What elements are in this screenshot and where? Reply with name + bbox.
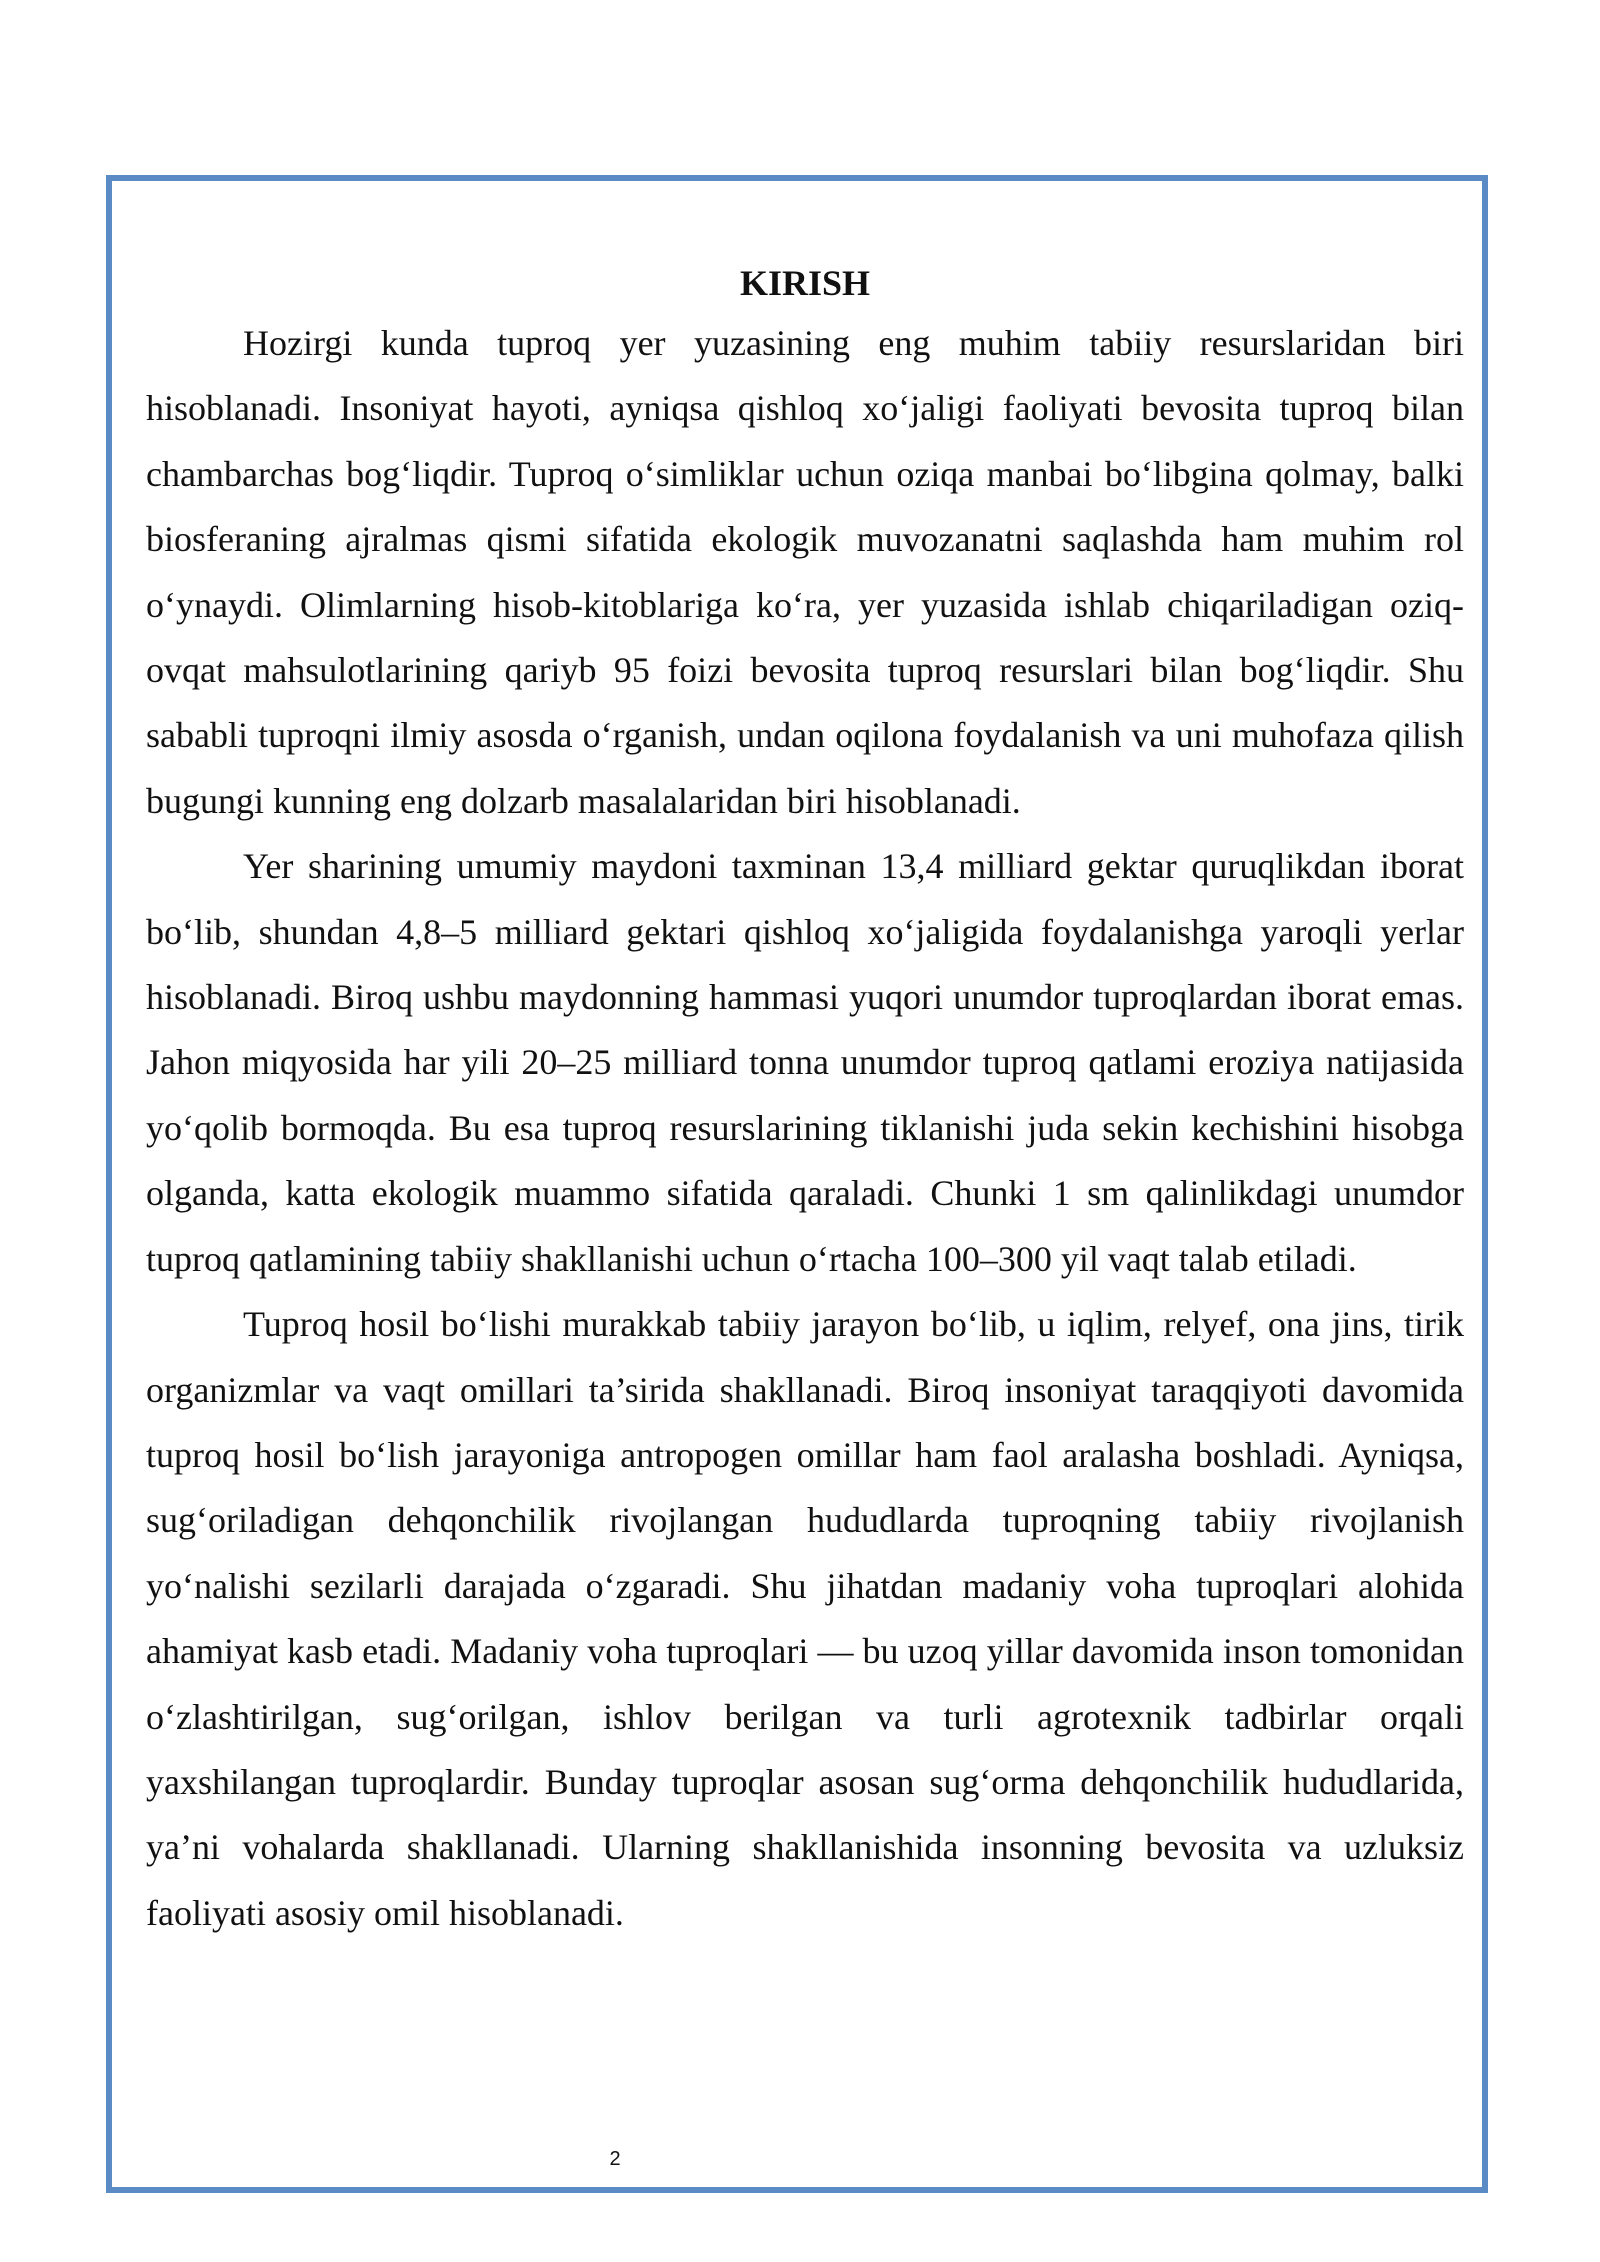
page-number: 2	[609, 2148, 621, 2170]
paragraph-1: Hozirgi kunda tuproq yer yuzasining eng muhim tabiiy resurslaridan biri hisoblanadi. Insoniyat hayoti, ayniqsa qishloq xo‘jaligi faoliyati bevosita tuproq bilan chambarchas bog‘liqdir. Tuproq o‘simliklar uchun oziqa manbai bo‘libgina qolmay, balki biosferaning ajralmas qismi sifatida ekologik muvozanatni saqlashda ham muhim rol o‘ynaydi. Olimlarning hisob-kitoblariga ko‘ra, yer yuzasida ishlab chiqariladigan oziq-ovqat mahsulotlarining qariyb 95 foizi bevosita tuproq resurslari bilan bog‘liqdir. Shu sababli tuproqni ilmiy asosda o‘rganish, undan oqilona foydalanish va uni muhofaza qilish bugungi kunning eng dolzarb masalalaridan biri hisoblanadi.	[146, 323, 1464, 821]
paragraph-3: Tuproq hosil bo‘lishi murakkab tabiiy jarayon bo‘lib, u iqlim, relyef, ona jins, tirik organizmlar va vaqt omillari ta’sirida shakllanadi. Biroq insoniyat taraqqiyoti davomida tuproq hosil bo‘lish jarayoniga antropogen omillar ham faol aralasha boshladi. Ayniqsa, sug‘oriladigan dehqonchilik rivojlangan hududlarda tuproqning tabiiy rivojlanish yo‘nalishi sezilarli darajada o‘zgaradi. Shu jihatdan madaniy voha tuproqlari alohida ahamiyat kasb etadi. Madaniy voha tuproqlari — bu uzoq yillar davomida inson tomonidan o‘zlashtirilgan, sug‘orilgan, ishlov berilgan va turli agrotexnik tadbirlar orqali yaxshilangan tuproqlardir. Bunday tuproqlar asosan sug‘orma dehqonchilik hududlarida, ya’ni vohalarda shakllanadi. Ularning shakllanishida insonning bevosita va uzluksiz faoliyati asosiy omil hisoblanadi.	[146, 1304, 1464, 1933]
paragraph-2: Yer sharining umumiy maydoni taxminan 13,4 milliard gektar quruqlikdan iborat bo‘lib, shundan 4,8–5 milliard gektari qishloq xo‘jaligida foydalanishga yaroqli yerlar hisoblanadi. Biroq ushbu maydonning hammasi yuqori unumdor tuproqlardan iborat emas. Jahon miqyosida har yili 20–25 milliard tonna unumdor tuproq qatlami eroziya natijasida yo‘qolib bormoqda. Bu esa tuproq resurslarining tiklanishi juda sekin kechishini hisobga olganda, katta ekologik muammo sifatida qaraladi. Chunki 1 sm qalinlikdagi unumdor tuproq qatlamining tabiiy shakllanishi uchun o‘rtacha 100–300 yil vaqt talab etiladi.	[146, 846, 1464, 1279]
document-body	[146, 255, 1464, 1946]
section-heading: KIRISH	[739, 263, 871, 303]
